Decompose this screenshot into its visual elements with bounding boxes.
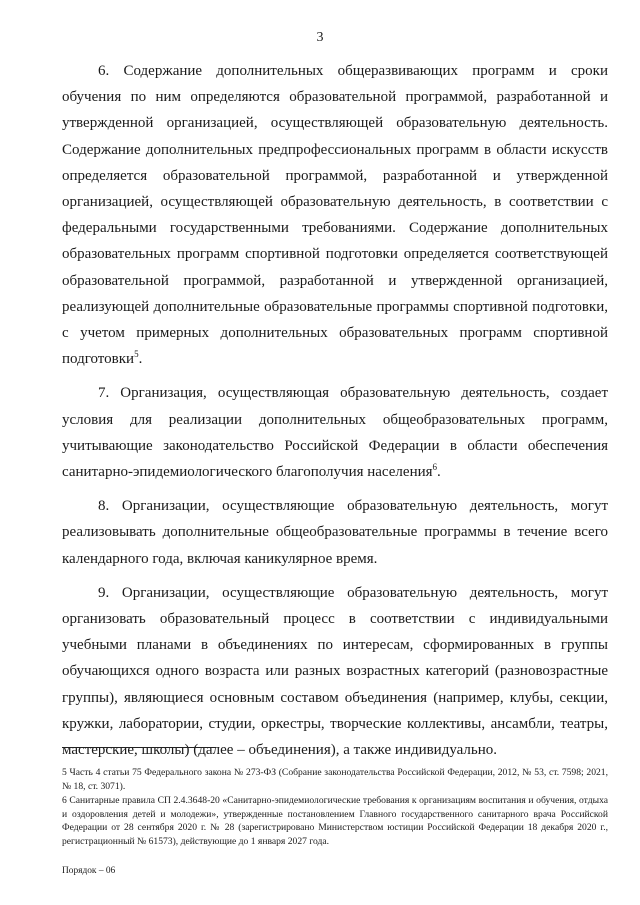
paragraph-text: 9. Организации, осуществляющие образовательную деятельность, могут организовать образовательный процесс в соответствии с индивидуальными учебными планами в объединениях по интересам, сформированных в группы обучающихся одного возраста или разных возрастных категорий (разновозрастные группы), являющиеся основным составом объединения (например, клубы, секции, кружки, лаборатории, студии, оркестры, творческие коллективы, ансамбли, театры, мастерские, школы) (далее – объединения), а также индивидуально. xyxy=(62,584,608,759)
footnote-separator xyxy=(62,747,216,748)
paragraph-9 xyxy=(62,580,608,763)
footnote-ref-5[interactable]: 5 xyxy=(134,349,139,360)
footnotes xyxy=(62,766,608,850)
paragraph-text: 7. Организация, осуществляющая образовательную деятельность, создает условия для реализации дополнительных общеобразовательных программ, учитывающие законодательство Российской Федерации в области обеспечения санитарно-эпидемиологического благополучия населения xyxy=(62,385,608,481)
footnote-ref-6[interactable]: 6 xyxy=(432,462,438,473)
paragraph-tail: . xyxy=(138,351,143,368)
paragraph-6 xyxy=(62,58,608,372)
paragraph-7 xyxy=(62,380,608,485)
footnote-5: 5 Часть 4 статьи 75 Федерального закона № 273-ФЗ (Собрание законодательства Российской Федерации, 2012, № 53, ст. 7598; 2021, № 18, ст. 3071). xyxy=(62,767,608,792)
paragraph-text: 8. Организации, осуществляющие образовательную деятельность, могут реализовывать дополнительные общеобразовательные программы в течение всего календарного года, включая каникулярное время. xyxy=(62,498,608,567)
paragraph-text: 6. Содержание дополнительных общеразвивающих программ и сроки обучения по ним определяются образовательной программой, разработанной и утвержденной организацией, осуществляющей образовательную деятельность. Содержание дополнительных предпрофессиональных программ в области искусств определяется образовательной программой, разработанной и утвержденной организацией, осуществляющей образовательную деятельность, в соответствии с федеральными государственными требованиями. Содержание дополнительных образовательных программ спортивной подготовки определяется соответствующей образовательной программой, разработанной и утвержденной организацией, реализующей дополнительные образовательные программы спортивной подготовки, с учетом примерных дополнительных образовательных программ спортивной подготовки xyxy=(62,63,608,368)
page-number: 3 xyxy=(316,30,324,45)
document-body xyxy=(62,58,608,771)
paragraph-tail: . xyxy=(437,464,441,481)
paragraph-8 xyxy=(62,493,608,572)
page-footer: Порядок – 06 xyxy=(62,866,116,876)
footnote-6: 6 Санитарные правила СП 2.4.3648-20 «Санитарно-эпидемиологические требования к организациям воспитания и обучения, отдыха и оздоровления детей и молодежи», утвержденные постановлением Главного государственного санитарного врача Российской Федерации от 28 сентября 2020 г. № 28 (зарегистрировано Министерством юстиции Российской Федерации 18 декабря 2020 г., регистрационный № 61573), действующие до 1 января 2027 года. xyxy=(62,795,608,847)
